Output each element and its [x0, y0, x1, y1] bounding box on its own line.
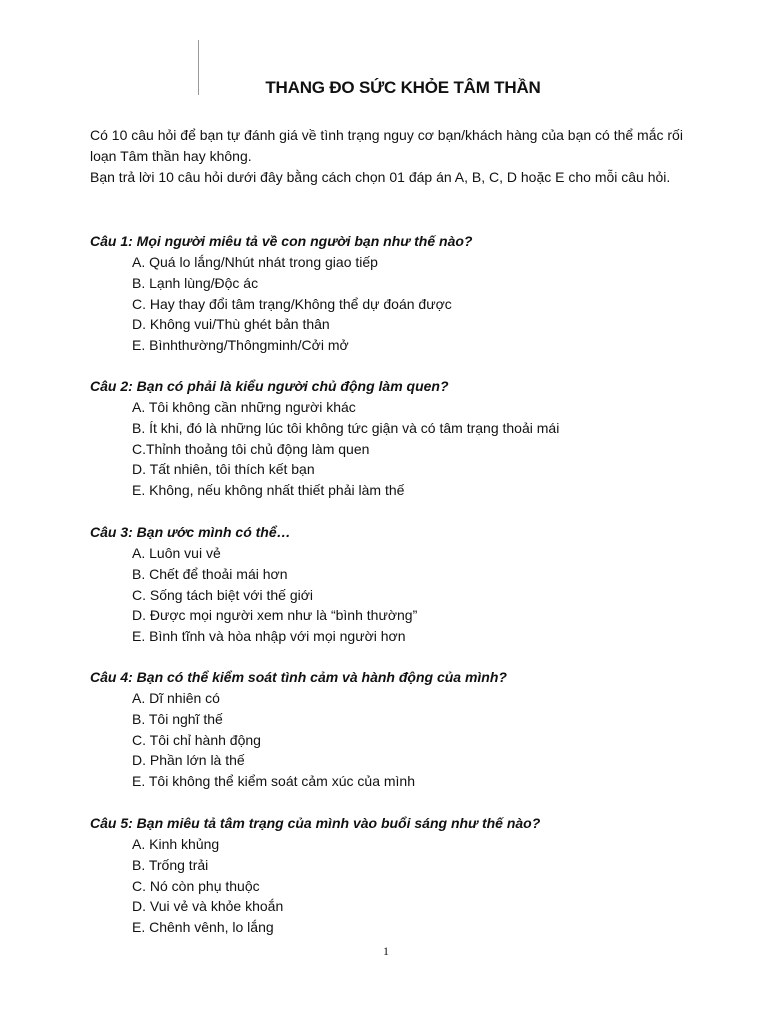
intro-paragraph-1: Có 10 câu hỏi để bạn tự đánh giá về tình trạng nguy cơ bạn/khách hàng của bạn có thể mắc rối loạn Tâm thần hay không.: [90, 127, 683, 164]
answer-options: [90, 834, 710, 938]
answer-option-c: C.Thỉnh thoảng tôi chủ động làm quen: [132, 440, 370, 457]
question-title: Câu 2: Bạn có phải là kiểu người chủ động làm quen?: [90, 378, 449, 394]
answer-option-e: E. Không, nếu không nhất thiết phải làm thế: [132, 482, 405, 499]
answer-option-c: C. Hay thay đổi tâm trạng/Không thể dự đoán được: [132, 295, 452, 312]
answer-option-d: D. Vui vẻ và khỏe khoắn: [132, 898, 284, 915]
question-3: [90, 522, 710, 647]
answer-option-a: A. Kinh khủng: [132, 836, 220, 852]
question-1: [90, 231, 710, 356]
answer-option-e: E. Tôi không thể kiểm soát cảm xúc của mình: [132, 773, 415, 790]
answer-options: [90, 252, 710, 356]
answer-option-b: B. Trống trải: [132, 856, 209, 873]
question-title: Câu 3: Bạn ước mình có thể…: [90, 524, 291, 540]
question-title: Câu 1: Mọi người miêu tả về con người bạn như thế nào?: [90, 233, 473, 249]
answer-option-d: D. Được mọi người xem như là “bình thường”: [132, 607, 418, 624]
question-4: [90, 667, 710, 792]
question-2: [90, 376, 710, 501]
answer-option-e: E. Bìnhthường/Thôngminh/Cởi mở: [132, 337, 349, 354]
answer-option-e: E. Bình tĩnh và hòa nhập với mọi người hơn: [132, 628, 406, 645]
answer-option-e: E. Chênh vênh, lo lắng: [132, 919, 274, 936]
answer-option-d: D. Tất nhiên, tôi thích kết bạn: [132, 461, 315, 478]
answer-option-b: B. Lạnh lùng/Độc ác: [132, 274, 259, 291]
intro-text: [90, 125, 690, 188]
answer-option-c: C. Tôi chỉ hành động: [132, 731, 261, 748]
answer-option-a: A. Tôi không cần những người khác: [132, 399, 356, 415]
question-5: [90, 813, 710, 938]
answer-option-b: B. Chết để thoải mái hơn: [132, 565, 288, 582]
intro-paragraph-2: Bạn trả lời 10 câu hỏi dưới đây bằng cách chọn 01 đáp án A, B, C, D hoặc E cho mỗi câu hỏi.: [90, 169, 671, 185]
question-title: Câu 5: Bạn miêu tả tâm trạng của mình vào buổi sáng như thế nào?: [90, 815, 541, 831]
question-title: Câu 4: Bạn có thể kiểm soát tình cảm và hành động của mình?: [90, 669, 507, 685]
answer-options: [90, 543, 710, 647]
answer-option-d: D. Không vui/Thù ghét bản thân: [132, 316, 330, 333]
answer-option-c: C. Sống tách biệt với thế giới: [132, 586, 314, 603]
answer-option-a: A. Dĩ nhiên có: [132, 690, 220, 706]
answer-option-c: C. Nó còn phụ thuộc: [132, 877, 260, 894]
answer-options: [90, 688, 710, 792]
answer-option-b: B. Ít khi, đó là những lúc tôi không tức giận và có tâm trạng thoải mái: [132, 419, 560, 436]
answer-options: [90, 397, 710, 501]
answer-option-d: D. Phần lớn là thế: [132, 752, 245, 769]
answer-option-b: B. Tôi nghĩ thế: [132, 710, 223, 727]
answer-option-a: A. Quá lo lắng/Nhút nhát trong giao tiếp: [132, 254, 378, 270]
page-number: 1: [383, 944, 389, 958]
answer-option-a: A. Luôn vui vẻ: [132, 545, 221, 561]
document-title: THANG ĐO SỨC KHỎE TÂM THẦN: [265, 78, 541, 97]
